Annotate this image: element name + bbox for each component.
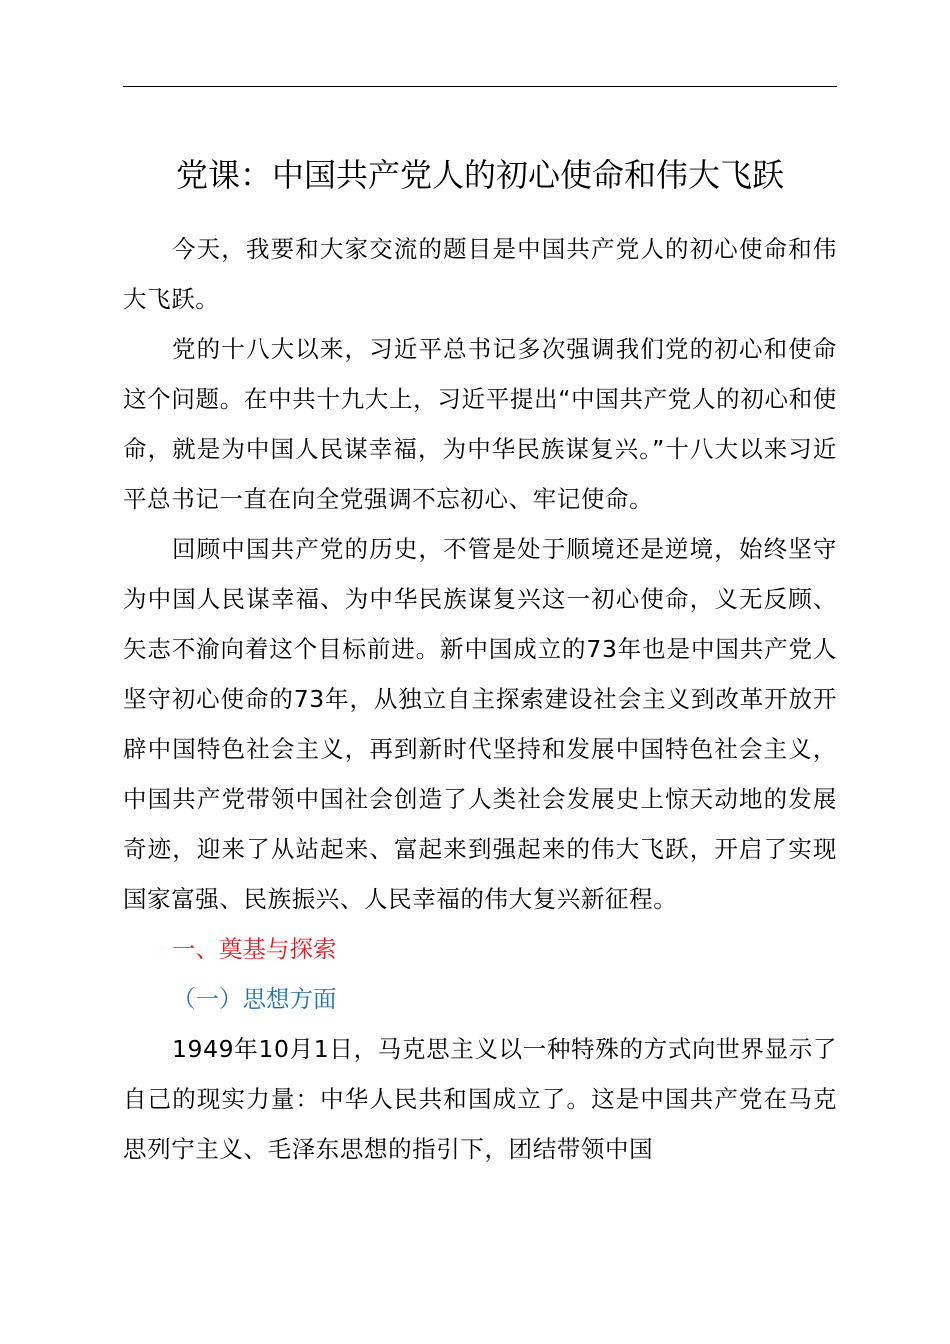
paragraph-intro: 今天，我要和大家交流的题目是中国共产党人的初心使命和伟大飞跃。 (123, 235, 837, 313)
document-body (123, 224, 837, 1174)
document-title: 党课：中国共产党人的初心使命和伟大飞跃 (175, 156, 784, 194)
subsection-heading: （一）思想方面 (172, 985, 337, 1013)
paragraph-mission: 党的十八大以来，习近平总书记多次强调我们党的初心和使命这个问题。在中共十九大上，习近平提出“中国共产党人的初心和使命，就是为中国人民谋幸福，为中华民族谋复兴。”十八大以来习近平总书记一直在向全党强调不忘初心、牢记使命。 (123, 335, 837, 513)
paragraph-history: 回顾中国共产党的历史，不管是处于顺境还是逆境，始终坚守为中国人民谋幸福、为中华民族谋复兴这一初心使命，义无反顾、矢志不渝向着这个目标前进。新中国成立的73年也是中国共产党人坚守初心使命的73年，从独立自主探索建设社会主义到改革开放开辟中国特色社会主义，再到新时代坚持和发展中国特色社会主义，中国共产党带领中国社会创造了人类社会发展史上惊天动地的发展奇迹，迎来了从站起来、富起来到强起来的伟大飞跃，开启了实现国家富强、民族振兴、人民幸福的伟大复兴新征程。 (123, 535, 837, 913)
paragraph-founding: 1949年10月1日，马克思主义以一种特殊的方式向世界显示了自己的现实力量：中华人民共和国成立了。这是中国共产党在马克思列宁主义、毛泽东思想的指引下，团结带领中国 (123, 1035, 837, 1163)
header-rule (123, 86, 837, 87)
section-heading: 一、奠基与探索 (172, 935, 337, 963)
